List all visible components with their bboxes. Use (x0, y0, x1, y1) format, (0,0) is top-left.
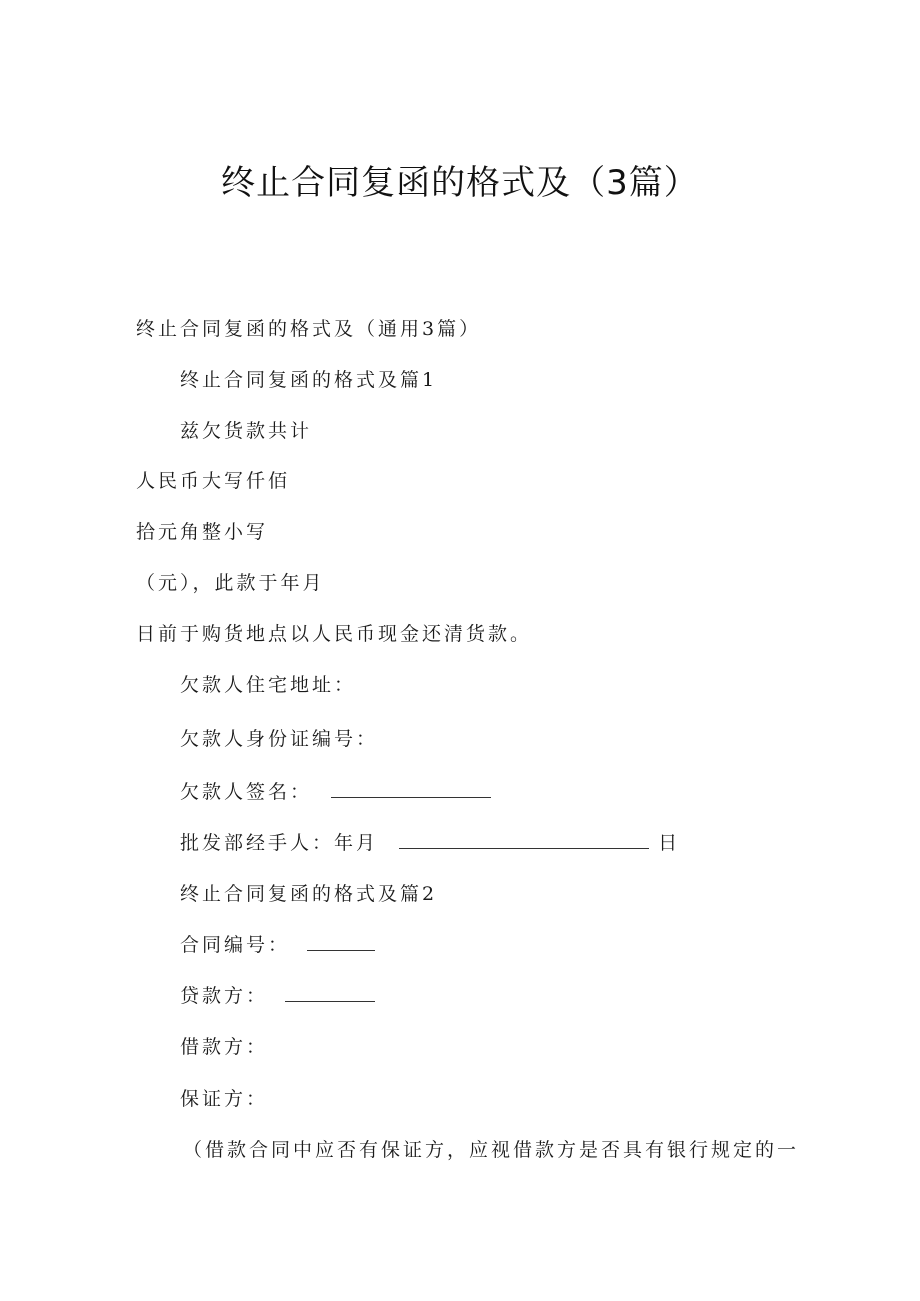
paragraph-line: 兹欠货款共计 (180, 420, 313, 442)
paragraph-line: 日前于购货地点以人民币现金还清货款。 (136, 623, 533, 645)
lender-blank (285, 985, 375, 1002)
document-title: 终止合同复函的格式及（3篇） (221, 163, 699, 203)
field-label: 借款方： (180, 1036, 269, 1058)
section-heading-1: 终止合同复函的格式及篇1 (180, 369, 438, 391)
field-label: 欠款人签名： (180, 781, 313, 803)
contract-number-blank (307, 934, 375, 951)
paragraph-line: 人民币大写仟佰 (136, 470, 291, 492)
field-label: 欠款人身份证编号： (180, 728, 379, 750)
field-label: 合同编号： (180, 934, 291, 956)
paragraph-line: （元），此款于年月 (136, 572, 325, 594)
field-label: 保证方： (180, 1088, 269, 1110)
section-heading-2: 终止合同复函的格式及篇2 (180, 883, 438, 905)
date-blank (399, 832, 649, 849)
paragraph-line: （借款合同中应否有保证方，应视借款方是否具有银行规定的一 (183, 1139, 800, 1161)
signature-blank (331, 781, 491, 798)
signature-field (180, 779, 491, 805)
field-label: 批发部经手人：年月 (180, 832, 379, 854)
lender-field (180, 983, 375, 1009)
field-label: 欠款人住宅地址： (180, 674, 357, 696)
day-label: 日 (658, 832, 681, 854)
field-label: 贷款方： (180, 985, 269, 1007)
handler-field (180, 830, 680, 856)
paragraph-line: 拾元角整小写 (136, 521, 269, 543)
subtitle-line: 终止合同复函的格式及（通用3篇） (136, 318, 482, 340)
contract-number-field (180, 932, 375, 958)
